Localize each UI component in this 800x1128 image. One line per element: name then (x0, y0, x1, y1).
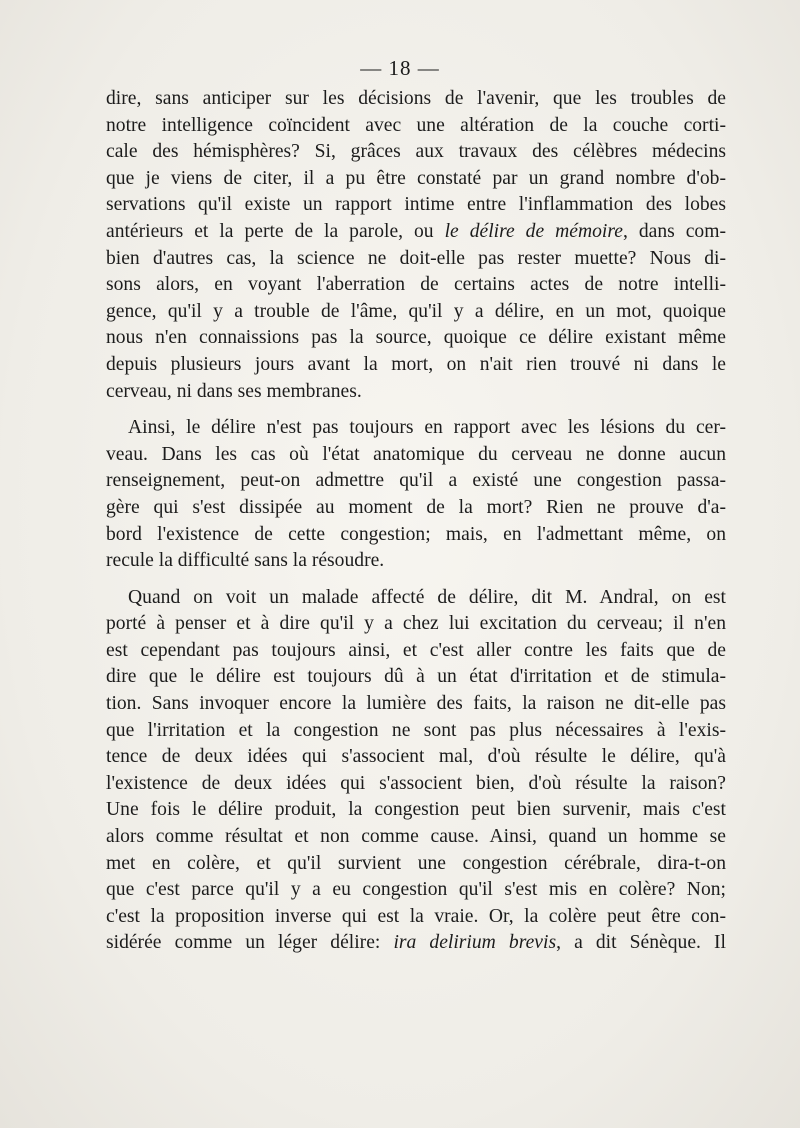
text-line: antérieurs et la perte de la parole, ou le délire de mémoire, dans com- (106, 220, 726, 242)
paragraph-2 (106, 415, 726, 575)
text-line: depuis plusieurs jours avant la mort, on n'ait rien trouvé ni dans le (106, 353, 726, 375)
text-line: que c'est parce qu'il y a eu congestion qu'il s'est mis en colère? Non; (106, 879, 726, 901)
paragraph-gap (106, 575, 726, 585)
text-line: Ainsi, le délire n'est pas toujours en rapport avec les lésions du cer- (128, 417, 726, 439)
text-line: recule la difficulté sans la résoudre. (106, 550, 385, 572)
text-line: que je viens de citer, il a pu être constaté par un grand nombre d'ob- (106, 167, 726, 189)
text-line: cale des hémisphères? Si, grâces aux travaux des célèbres médecins (106, 141, 726, 163)
text-line: bord l'existence de cette congestion; mais, en l'admettant même, on (106, 523, 726, 545)
text-line: c'est la proposition inverse qui est la vraie. Or, la colère peut être con- (106, 905, 726, 927)
page-number: — 18 — (360, 56, 440, 80)
text-line: met en colère, et qu'il survient une congestion cérébrale, dira-t-on (106, 852, 726, 874)
text-line: porté à penser et à dire qu'il y a chez lui excitation du cerveau; il n'en (106, 613, 726, 635)
body-text (106, 86, 726, 957)
paragraph-gap (106, 405, 726, 415)
italic-phrase: le délire de mémoire (444, 220, 623, 242)
text-line: cerveau, ni dans ses membranes. (106, 380, 362, 402)
text-line: tion. Sans invoquer encore la lumière des faits, la raison ne dit-elle pas (106, 693, 726, 715)
paragraph-3 (106, 585, 726, 957)
text-line: dire que le délire est toujours dû à un état d'irritation et de stimula- (106, 666, 726, 688)
text-line: servations qu'il existe un rapport intime entre l'inflammation des lobes (106, 194, 726, 216)
text-line: que l'irritation et la congestion ne sont pas plus nécessaires à l'exis- (106, 719, 726, 741)
text-line: renseignement, peut-on admettre qu'il a existé une congestion passa- (106, 470, 726, 492)
text-line: Une fois le délire produit, la congestion peut bien survenir, mais c'est (106, 799, 726, 821)
text-line: veau. Dans les cas où l'état anatomique du cerveau ne donne aucun (106, 443, 726, 465)
text-line: Quand on voit un malade affecté de délire, dit M. Andral, on est (128, 586, 726, 608)
italic-phrase: ira delirium brevis (393, 932, 557, 954)
text-line: dire, sans anticiper sur les décisions de l'avenir, que les troubles de (106, 88, 726, 109)
text-line: nous n'en connaissions pas la source, quoique ce délire existant même (106, 327, 726, 349)
text-line: tence de deux idées qui s'associent mal, d'où résulte le délire, qu'à (106, 746, 726, 768)
text-line: est cependant pas toujours ainsi, et c'est aller contre les faits que de (106, 639, 726, 661)
text-line: sidérée comme un léger délire: ira delirium brevis, a dit Sénèque. Il (106, 932, 726, 954)
text-line: gère qui s'est dissipée au moment de la mort? Rien ne prouve d'a- (106, 496, 726, 518)
text-line: bien d'autres cas, la science ne doit-elle pas rester muette? Nous di- (106, 247, 726, 269)
text-line: gence, qu'il y a trouble de l'âme, qu'il y a délire, en un mot, quoique (106, 300, 726, 322)
text-line: sons alors, en voyant l'aberration de certains actes de notre intelli- (106, 274, 726, 296)
text-line: l'existence de deux idées qui s'associent bien, d'où résulte la raison? (106, 772, 726, 794)
paragraph-1 (106, 86, 726, 405)
text-line: alors comme résultat et non comme cause. Ainsi, quand un homme se (106, 826, 726, 848)
text-line: notre intelligence coïncident avec une altération de la couche corti- (106, 114, 726, 136)
